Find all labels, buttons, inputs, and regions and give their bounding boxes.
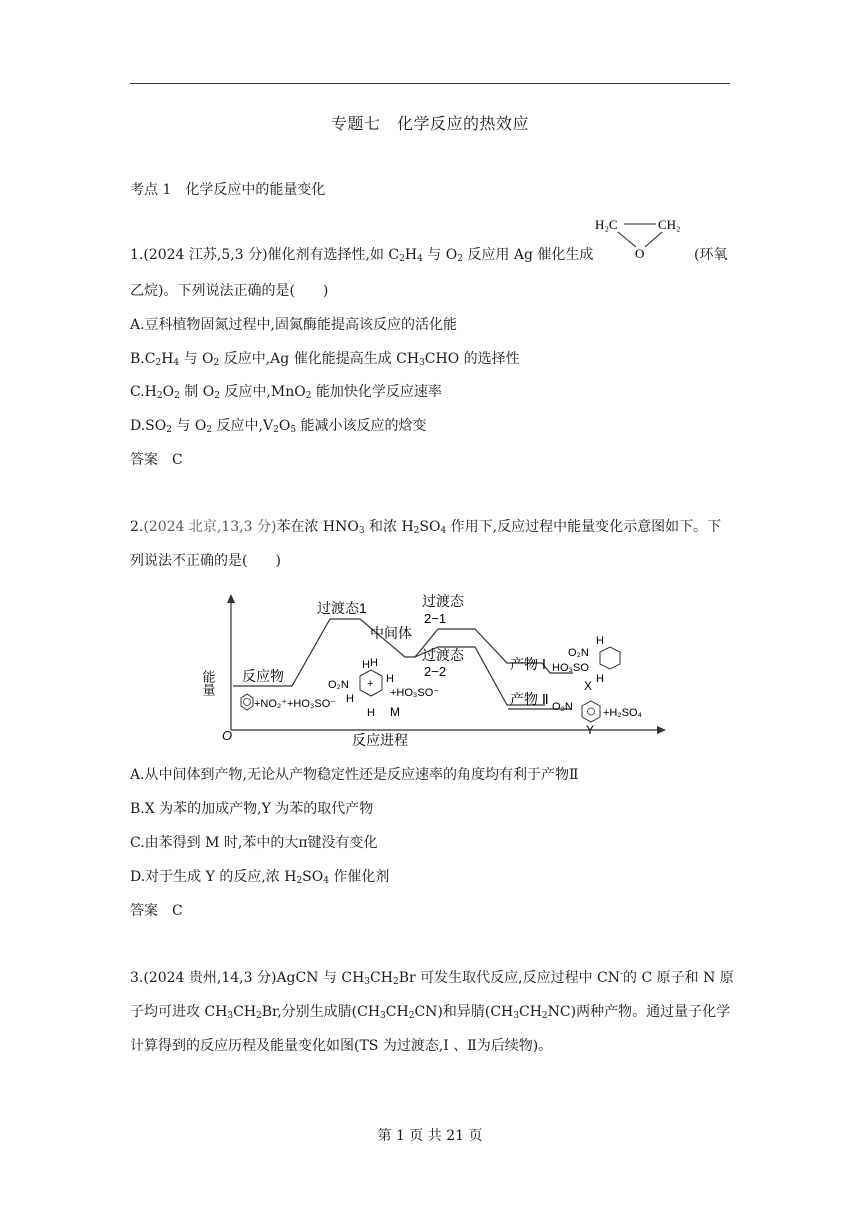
x-ring <box>600 647 620 669</box>
m-h-bottom: H <box>367 707 375 719</box>
x-label: X <box>584 679 593 693</box>
q2-stem: 2.(2024 北京,13,3 分)苯在浓 $HNO_3$ 和浓 $H_2SO_4$ 作用下,反应过程中能量变化示意图如下。下 <box>130 519 722 536</box>
q1-option-a: A.豆科植物固氮过程中,固氮酶能提高该反应的活化能 <box>130 317 458 333</box>
q1-stem-tail: (环氧 <box>694 247 728 263</box>
x-sulfate: HO₃SO <box>552 662 589 674</box>
q1-stem: 1.(2024 江苏,5,3 分)催化剂有选择性,如 $C_2H_4$ 与 $O_2$ 反应用 Ag 催化生成 <box>130 247 594 264</box>
q3-line1: 3.(2024 贵州,14,3 分)AgCN 与 $CH_3CH_2Br$ 可发生取代反应,反应过程中 CN-的 C 原子和 N 原 <box>130 969 734 987</box>
q1-stem-line2: 乙烷)。下列说法正确的是( ) <box>130 283 329 299</box>
q1-answer: 答案 C <box>130 452 183 468</box>
ts22-label: 过渡态 <box>422 647 464 663</box>
page-footer: 第 1 页 共 21 页 <box>377 1128 483 1144</box>
m-h-top-left: H <box>362 659 370 671</box>
q2-option-b: B.X 为苯的加成产物,Y 为苯的取代产物 <box>130 801 374 817</box>
epoxide-structure <box>590 211 700 261</box>
benzene-ring-reactant-circle <box>244 699 251 706</box>
q1-option-d: $D.SO_2$ 与 $O_2$ 反应中$,V_2O_5$ 能减小该反应的焓变 <box>130 418 427 435</box>
ts22b-label: 2−2 <box>424 664 447 679</box>
epoxide-right-carbon: CH₂ <box>658 217 681 232</box>
y-ring <box>582 701 600 722</box>
m-h-left: H <box>346 693 354 705</box>
epoxide-oxygen: O <box>635 246 645 261</box>
x-h-top: H <box>596 635 604 647</box>
origin-label: O <box>222 728 233 743</box>
epoxide-co-bond-right <box>645 232 662 247</box>
x-axis-label: 反应进程 <box>352 732 408 748</box>
product2-label: 产物 Ⅱ <box>510 691 549 707</box>
q2-answer: 答案 C <box>130 903 183 919</box>
q1-option-b: $B.C_2H_4$ 与 $O_2$ 反应中,Ag 催化能提高生成 $CH_3CHO$ 的选择性 <box>130 351 520 368</box>
m-h-top-right: H <box>370 657 378 669</box>
q2-option-c: C.由苯得到 M 时,苯中的大π键没有变化 <box>130 835 378 851</box>
m-plus-sign: + <box>367 678 374 690</box>
energy-diagram <box>200 590 670 750</box>
m-label: M <box>390 705 400 719</box>
x-nitro: O₂N <box>568 647 589 659</box>
epoxide-co-bond-left <box>618 232 636 247</box>
y-ring-circle <box>588 708 595 715</box>
q2-option-a: A.从中间体到产物,无论从产物稳定性还是反应速率的角度均有利于产物Ⅱ <box>130 767 579 783</box>
product1-label: 产物 Ⅰ <box>510 656 547 672</box>
q3-line2: 子均可进攻 $CH_3CH_2Br$,分别生成腈$(CH_3CH_2CN)$和异腈$(CH_3CH_2NC)$两种产物。通过量子化学 <box>130 1004 731 1021</box>
y-formula: +H₂SO₄ <box>603 707 643 719</box>
x-h-bottom: H <box>596 673 604 685</box>
y-nitro: O₂N <box>552 701 573 713</box>
m-h-right: H <box>386 673 394 685</box>
y-axis-label: 能量 <box>200 670 216 696</box>
reactant-formula: +NO₂⁺+HO₃SO⁻ <box>254 698 337 710</box>
q1-option-c: $C.H_2O_2$ 制 $O_2$ 反应中,MnO$_2$ 能加快化学反应速率 <box>130 384 442 401</box>
ts1-label: 过渡态1 <box>317 600 367 616</box>
q3-line3: 计算得到的反应历程及能量变化如图(TS 为过渡态,Ⅰ 、Ⅱ为后续物)。 <box>130 1038 553 1054</box>
m-right-formula: +HO₃SO⁻ <box>390 687 440 699</box>
header-rule <box>130 83 730 84</box>
x-axis-arrow <box>657 726 666 734</box>
q2-stem-line2: 列说法不正确的是( ) <box>130 553 281 569</box>
page-title: 专题七 化学反应的热效应 <box>330 114 529 133</box>
epoxide-left-carbon: H₂C <box>595 217 618 232</box>
y-axis-arrow <box>227 594 235 603</box>
benzene-ring-reactant <box>241 694 253 710</box>
y-label: Y <box>586 723 595 737</box>
ts21-label: 过渡态 <box>422 593 464 609</box>
m-nitro: O₂N <box>328 679 349 691</box>
section-heading: 考点 1 化学反应中的能量变化 <box>130 182 326 198</box>
intermediate-label: 中间体 <box>370 625 412 641</box>
ts21b-label: 2−1 <box>424 611 447 626</box>
q2-option-d: D.对于生成 Y 的反应,浓 $H_2SO_4$ 作催化剂 <box>130 869 390 886</box>
reactant-label: 反应物 <box>242 668 284 684</box>
